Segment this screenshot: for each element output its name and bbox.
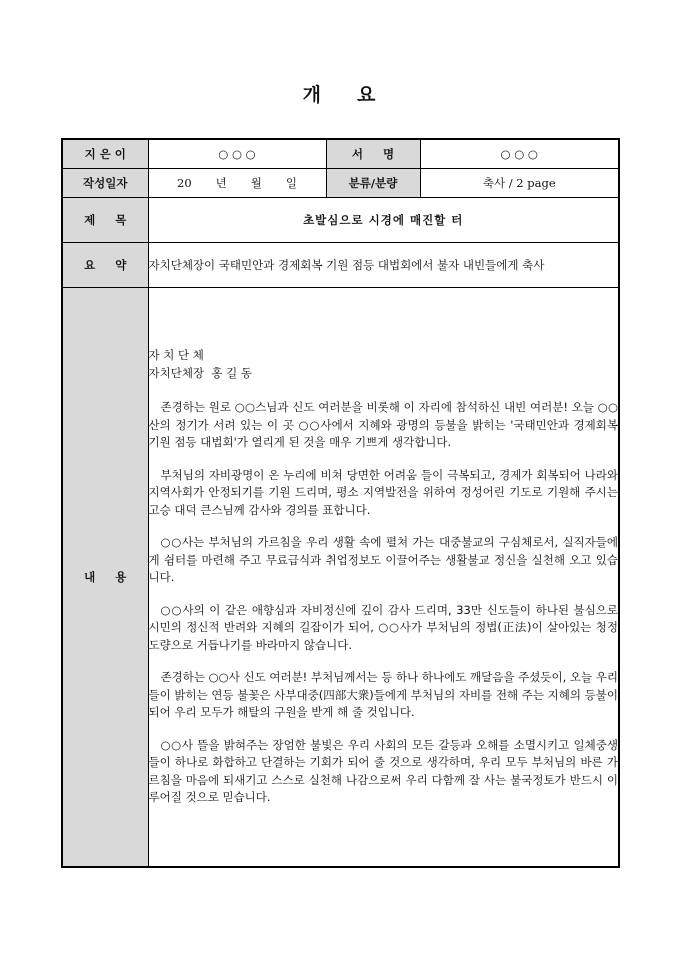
content-paragraph: ○○사의 이 같은 애향심과 자비정신에 깊이 감사 드리며, 33만 신도들이 하나된 불심으로 시민의 정신적 반려와 지혜의 길잡이가 되어, ○○사가 부처님의 정법(正法)이 살아있는 청정도량으로 거듭나기를 바라마지 않습니다. xyxy=(148,602,618,652)
date-day-unit: 일 xyxy=(285,176,297,190)
author-row xyxy=(62,139,619,169)
content-row xyxy=(62,288,619,868)
author-value: ○ ○ ○ xyxy=(148,139,326,169)
date-year: 20 xyxy=(177,176,192,190)
date-year-unit: 년 xyxy=(215,176,227,190)
title-part-1: 개 xyxy=(302,84,323,106)
content-paragraph: ○○사 뜰을 밝혀주는 장엄한 불빛은 우리 사회의 모든 갈등과 오해를 소멸시키고 일체중생들이 하나로 화합하고 단결하는 기회가 되어 줄 것으로 생각하며, 우리 모두 부처님의 바른 가르침을 마음에 되새기고 스스로 실천해 나감으로써 우리 다함께 잘 사는 불국정토가 반드시 이루어질 것으로 믿습니다. xyxy=(148,737,618,805)
subject-row xyxy=(62,198,619,243)
summary-value: 자치단체장이 국태민안과 경제회복 기원 점등 대법회에서 불자 내빈들에게 축사 xyxy=(148,243,619,288)
category-value: 축사 / 2 page xyxy=(420,169,619,198)
subject-label: 제 목 xyxy=(62,198,148,243)
category-label: 분류/분량 xyxy=(326,169,420,198)
date-row xyxy=(62,169,619,198)
summary-row xyxy=(62,243,619,288)
content-paragraph: 존경하는 ○○사 신도 여러분! 부처님께서는 등 하나 하나에도 깨달음을 주셨듯이, 오늘 우리들이 밝히는 연등 불꽃은 사부대중(四部大衆)들에게 부처님의 자비를 전해 주는 지혜의 등불이 되어 우리 모두가 해탈의 구원을 받게 해 줄 것입니다. xyxy=(148,670,618,720)
summary-form-table xyxy=(61,138,620,868)
signature-label: 서 명 xyxy=(326,139,420,169)
signature-value: ○ ○ ○ xyxy=(420,139,619,169)
content-heading-org: 자 치 단 체 xyxy=(148,348,204,363)
content-label: 내 용 xyxy=(62,288,148,868)
summary-label: 요 약 xyxy=(62,243,148,288)
author-label: 지 은 이 xyxy=(62,139,148,169)
content-paragraph: 부처님의 자비광명이 온 누리에 비쳐 당면한 어려움 들이 극복되고, 경제가 회복되어 나라와 지역사회가 안정되기를 기원 드리며, 평소 지역발전을 위하여 정성어린 기도로 기원해 주시는 고승 대덕 큰스님께 감사와 경의를 표합니다. xyxy=(148,467,618,517)
subject-value: 초발심으로 시경에 매진할 터 xyxy=(148,198,619,243)
content-body xyxy=(148,288,619,868)
date-month-unit: 월 xyxy=(250,176,262,190)
content-paragraph: ○○사는 부처님의 가르침을 우리 생활 속에 펼쳐 가는 대중불교의 구심체로서, 실직자들에게 쉼터를 마련해 주고 무료급식과 취업정보도 이끌어주는 생활불교 정신을 실천해 오고 있습니다. xyxy=(148,535,618,585)
title-part-2: 요 xyxy=(357,84,378,106)
content-heading-speaker: 자치단체장 홍 길 동 xyxy=(148,365,252,380)
document-title xyxy=(0,80,680,107)
content-paragraph: 존경하는 원로 ○○스님과 신도 여러분을 비롯해 이 자리에 참석하신 내빈 여러분! 오늘 ○○산의 정기가 서려 있는 이 곳 ○○사에서 지혜와 광명의 등불을 밝히는 '국태민안과 경제회복 기원 점등 대법회'가 열리게 된 것을 매우 기쁘게 생각합니다. xyxy=(148,400,618,450)
date-value xyxy=(148,169,326,198)
date-label: 작성일자 xyxy=(62,169,148,198)
